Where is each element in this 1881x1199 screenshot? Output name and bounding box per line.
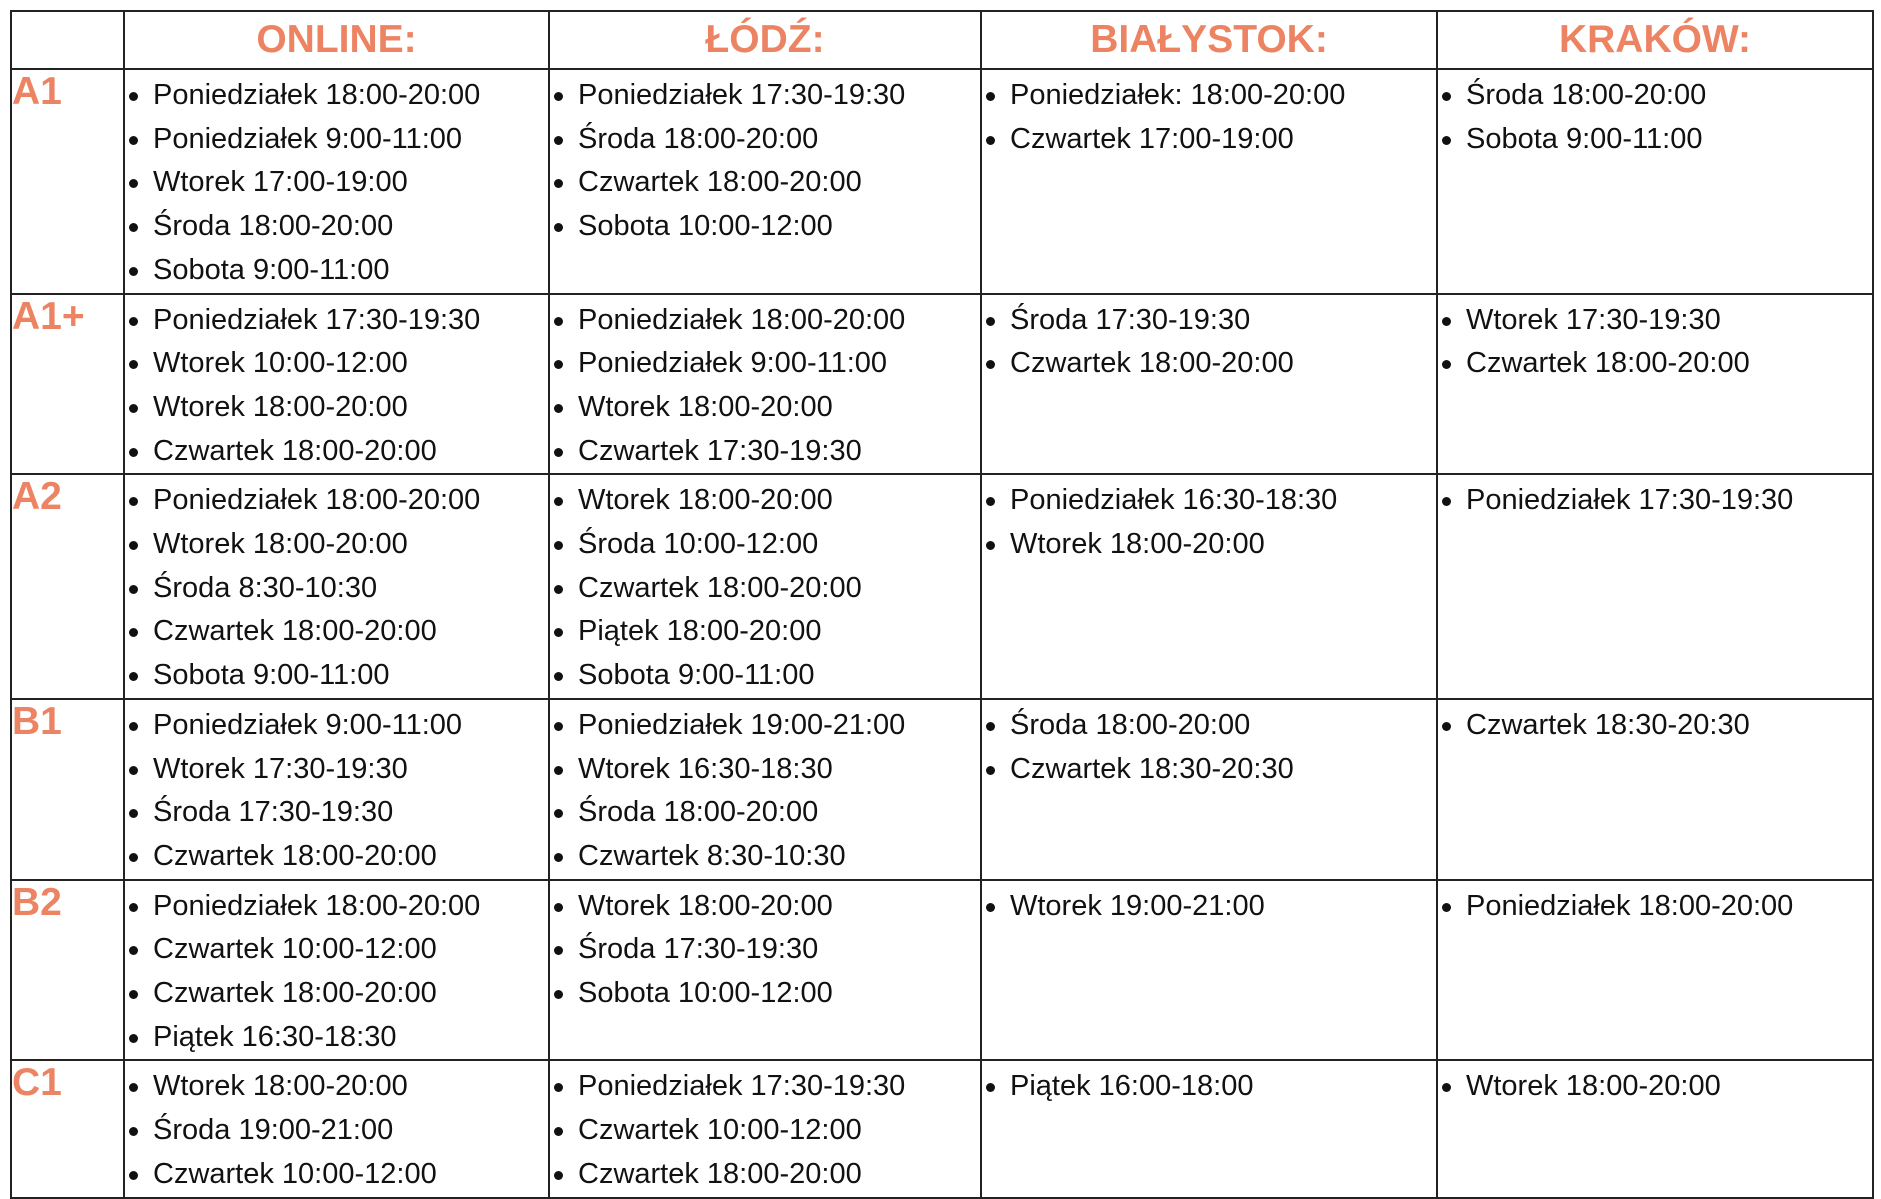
time-slot-list [1438, 700, 1872, 748]
time-slot: Sobota 10:00-12:00 [578, 205, 980, 249]
time-slot-list [1438, 295, 1872, 386]
time-slot: Czwartek 17:00-19:00 [1010, 118, 1436, 162]
time-slot-list [1438, 881, 1872, 929]
schedule-table [10, 10, 1874, 1199]
schedule-cell-krakow [1437, 699, 1873, 880]
time-slot: Czwartek 18:00-20:00 [1010, 342, 1436, 386]
time-slot-list [550, 1061, 980, 1196]
table-row [11, 69, 1873, 294]
time-slot: Sobota 10:00-12:00 [578, 972, 980, 1016]
schedule-cell-krakow [1437, 474, 1873, 699]
time-slot: Czwartek 18:00-20:00 [153, 430, 548, 474]
header-row [11, 11, 1873, 69]
time-slot: Poniedziałek 9:00-11:00 [153, 118, 548, 162]
time-slot: Wtorek 16:30-18:30 [578, 748, 980, 792]
time-slot: Piątek 16:30-18:30 [153, 1016, 548, 1060]
column-header-bialystok: BIAŁYSTOK: [981, 11, 1437, 69]
time-slot-list [1438, 475, 1872, 523]
time-slot-list [550, 881, 980, 1016]
time-slot: Poniedziałek 18:00-20:00 [1466, 885, 1872, 929]
time-slot-list [982, 700, 1436, 791]
schedule-cell-online [124, 880, 549, 1061]
time-slot-list [125, 70, 548, 293]
time-slot: Poniedziałek 17:30-19:30 [578, 1065, 980, 1109]
time-slot: Czwartek 18:00-20:00 [153, 610, 548, 654]
time-slot: Sobota 9:00-11:00 [1466, 118, 1872, 162]
column-header-krakow: KRAKÓW: [1437, 11, 1873, 69]
time-slot-list [982, 881, 1436, 929]
time-slot: Wtorek 17:30-19:30 [1466, 299, 1872, 343]
schedule-cell-krakow [1437, 294, 1873, 475]
time-slot-list [982, 70, 1436, 161]
time-slot: Poniedziałek 17:30-19:30 [153, 299, 548, 343]
schedule-cell-bialystok [981, 294, 1437, 475]
time-slot: Piątek 18:00-20:00 [578, 610, 980, 654]
corner-cell [11, 11, 124, 69]
time-slot: Wtorek 19:00-21:00 [1010, 885, 1436, 929]
column-header-lodz: ŁÓDŹ: [549, 11, 981, 69]
time-slot-list [1438, 70, 1872, 161]
time-slot: Wtorek 18:00-20:00 [578, 386, 980, 430]
schedule-cell-lodz [549, 294, 981, 475]
time-slot: Środa 10:00-12:00 [578, 523, 980, 567]
table-row [11, 699, 1873, 880]
time-slot: Środa 18:00-20:00 [153, 205, 548, 249]
schedule-cell-online [124, 1060, 549, 1197]
time-slot: Środa 17:30-19:30 [1010, 299, 1436, 343]
time-slot: Wtorek 17:30-19:30 [153, 748, 548, 792]
time-slot-list [125, 1061, 548, 1196]
time-slot: Czwartek 10:00-12:00 [578, 1109, 980, 1153]
time-slot: Poniedziałek 18:00-20:00 [578, 299, 980, 343]
time-slot: Wtorek 18:00-20:00 [578, 885, 980, 929]
time-slot: Poniedziałek 18:00-20:00 [153, 74, 548, 118]
time-slot: Środa 18:00-20:00 [578, 791, 980, 835]
level-label: A2 [11, 474, 124, 699]
schedule-cell-online [124, 294, 549, 475]
time-slot: Czwartek 18:00-20:00 [578, 161, 980, 205]
schedule-cell-online [124, 69, 549, 294]
time-slot-list [125, 475, 548, 698]
time-slot: Czwartek 8:30-10:30 [578, 835, 980, 879]
time-slot: Poniedziałek 17:30-19:30 [1466, 479, 1872, 523]
time-slot: Poniedziałek 17:30-19:30 [578, 74, 980, 118]
level-label: C1 [11, 1060, 124, 1197]
time-slot-list [982, 475, 1436, 566]
time-slot: Czwartek 10:00-12:00 [153, 928, 548, 972]
time-slot: Wtorek 18:00-20:00 [153, 1065, 548, 1109]
time-slot: Poniedziałek 19:00-21:00 [578, 704, 980, 748]
time-slot: Środa 18:00-20:00 [1010, 704, 1436, 748]
time-slot-list [982, 1061, 1436, 1109]
time-slot: Czwartek 10:00-12:00 [153, 1153, 548, 1197]
time-slot-list [125, 881, 548, 1060]
schedule-cell-bialystok [981, 880, 1437, 1061]
time-slot: Środa 19:00-21:00 [153, 1109, 548, 1153]
time-slot: Czwartek 18:00-20:00 [578, 1153, 980, 1197]
table-row [11, 880, 1873, 1061]
schedule-cell-online [124, 699, 549, 880]
time-slot: Wtorek 18:00-20:00 [578, 479, 980, 523]
column-header-online: ONLINE: [124, 11, 549, 69]
time-slot: Wtorek 18:00-20:00 [1466, 1065, 1872, 1109]
schedule-cell-bialystok [981, 69, 1437, 294]
time-slot: Wtorek 10:00-12:00 [153, 342, 548, 386]
time-slot-list [550, 295, 980, 474]
level-label: A1 [11, 69, 124, 294]
time-slot: Poniedziałek 18:00-20:00 [153, 885, 548, 929]
time-slot-list [982, 295, 1436, 386]
time-slot: Środa 8:30-10:30 [153, 567, 548, 611]
time-slot: Piątek 16:00-18:00 [1010, 1065, 1436, 1109]
time-slot: Czwartek 18:00-20:00 [153, 835, 548, 879]
time-slot: Poniedziałek 16:30-18:30 [1010, 479, 1436, 523]
time-slot-list [125, 700, 548, 879]
time-slot: Czwartek 18:00-20:00 [1466, 342, 1872, 386]
time-slot: Poniedziałek 9:00-11:00 [153, 704, 548, 748]
schedule-cell-krakow [1437, 1060, 1873, 1197]
time-slot: Sobota 9:00-11:00 [153, 249, 548, 293]
time-slot: Poniedziałek 9:00-11:00 [578, 342, 980, 386]
schedule-cell-online [124, 474, 549, 699]
time-slot: Wtorek 17:00-19:00 [153, 161, 548, 205]
table-row [11, 474, 1873, 699]
schedule-cell-bialystok [981, 699, 1437, 880]
time-slot-list [125, 295, 548, 474]
time-slot: Poniedziałek: 18:00-20:00 [1010, 74, 1436, 118]
time-slot: Sobota 9:00-11:00 [578, 654, 980, 698]
level-label: B1 [11, 699, 124, 880]
time-slot: Wtorek 18:00-20:00 [153, 386, 548, 430]
time-slot-list [550, 700, 980, 879]
schedule-cell-krakow [1437, 69, 1873, 294]
schedule-cell-krakow [1437, 880, 1873, 1061]
time-slot-list [550, 70, 980, 249]
time-slot: Środa 17:30-19:30 [578, 928, 980, 972]
time-slot: Czwartek 17:30-19:30 [578, 430, 980, 474]
time-slot: Środa 18:00-20:00 [578, 118, 980, 162]
schedule-cell-lodz [549, 1060, 981, 1197]
level-label: B2 [11, 880, 124, 1061]
table-row [11, 294, 1873, 475]
time-slot: Wtorek 18:00-20:00 [153, 523, 548, 567]
schedule-cell-lodz [549, 880, 981, 1061]
schedule-cell-lodz [549, 699, 981, 880]
level-label: A1+ [11, 294, 124, 475]
time-slot: Poniedziałek 18:00-20:00 [153, 479, 548, 523]
time-slot: Wtorek 18:00-20:00 [1010, 523, 1436, 567]
table-row [11, 1060, 1873, 1197]
schedule-cell-lodz [549, 69, 981, 294]
time-slot: Czwartek 18:30-20:30 [1010, 748, 1436, 792]
time-slot: Środa 18:00-20:00 [1466, 74, 1872, 118]
schedule-cell-bialystok [981, 474, 1437, 699]
time-slot-list [1438, 1061, 1872, 1109]
time-slot: Sobota 9:00-11:00 [153, 654, 548, 698]
time-slot: Czwartek 18:00-20:00 [578, 567, 980, 611]
time-slot: Czwartek 18:30-20:30 [1466, 704, 1872, 748]
time-slot: Środa 17:30-19:30 [153, 791, 548, 835]
schedule-cell-bialystok [981, 1060, 1437, 1197]
time-slot: Czwartek 18:00-20:00 [153, 972, 548, 1016]
time-slot-list [550, 475, 980, 698]
schedule-cell-lodz [549, 474, 981, 699]
